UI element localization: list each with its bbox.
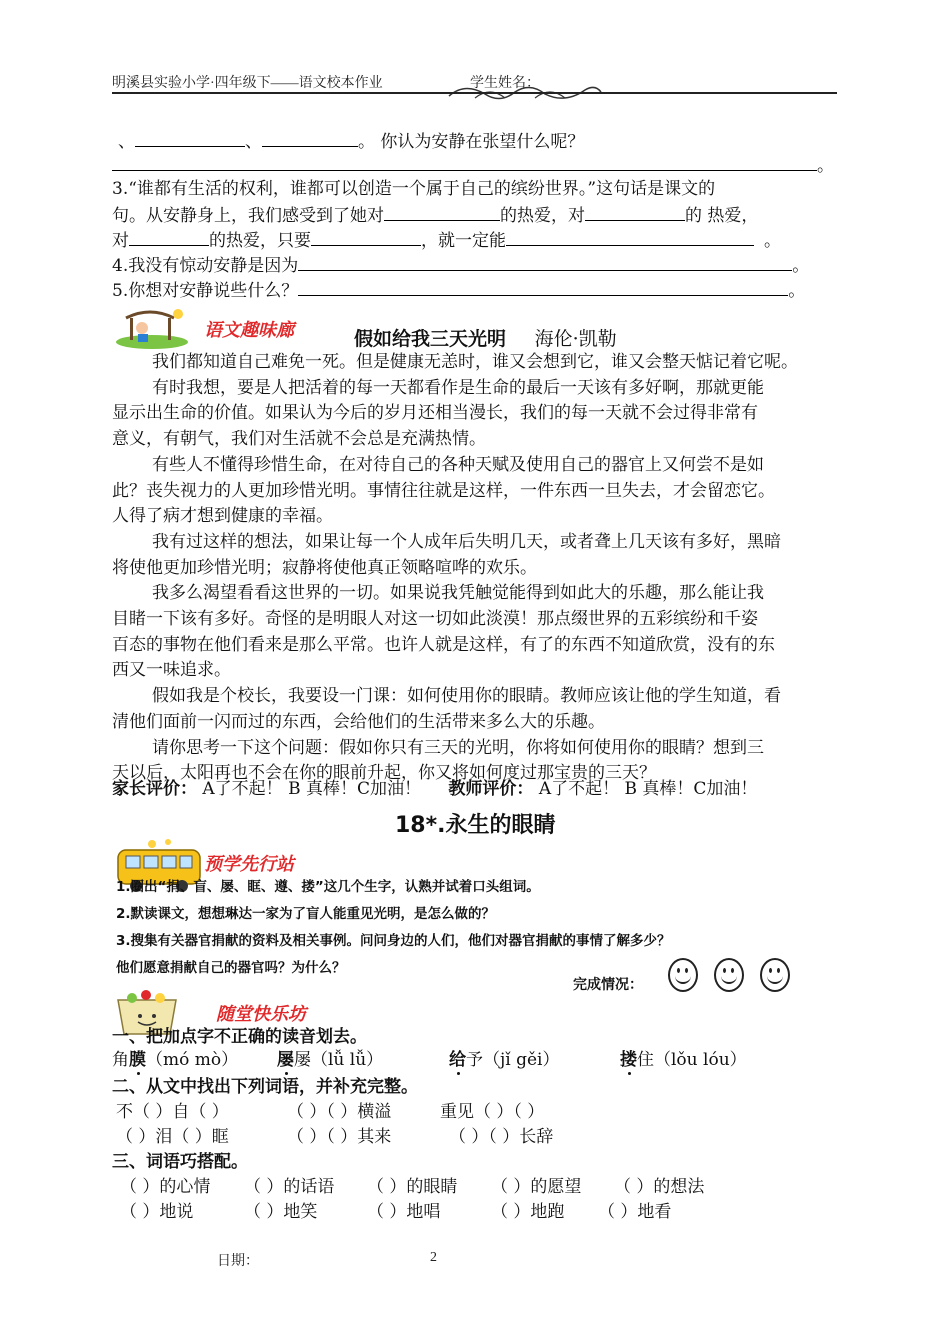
- reading-line: 清他们面前一闪而过的东西，会给他们的生活带来多么大的乐趣。: [112, 711, 605, 732]
- reading-line: 百态的事物在他们看来是那么平常。也许人就是这样，有了的东西不知道欣赏，没有的东: [112, 634, 775, 655]
- s1-item: 屡屡（lǚ lǚ）: [277, 1050, 384, 1070]
- s1-item: 角膜（mó mò）: [112, 1050, 239, 1070]
- reading-line: 目睹一下该有多好。奇怪的是明眼人对这一切如此淡漠！那点缀世界的五彩缤纷和千姿: [112, 609, 758, 630]
- s3-cell: （ ）地跑: [491, 1202, 565, 1222]
- reading-line: 我们都知道自己难免一死。但是健康无恙时，谁又会想到它，谁又会整天惦记着它呢。: [152, 352, 798, 372]
- q3-line3: 对 的热爱，只要 ，就一定能 。: [112, 227, 781, 254]
- s2-cell: （ ）泪（ ）眶: [116, 1127, 229, 1147]
- reading-title: 假如给我三天光明 海伦·凯勒: [354, 328, 617, 350]
- footer-date-label: 日期：: [217, 1254, 259, 1269]
- s1-item: 给予（jǐ gěi）: [449, 1050, 560, 1070]
- preview-item: 3.搜集有关器官捐献的资料及相关事例。问问身边的人们，他们对器官捐献的事情了解多少？: [116, 933, 671, 949]
- smiley-face-icon[interactable]: [668, 958, 698, 992]
- s3-cell: （ ）的眼睛: [367, 1177, 458, 1197]
- reading-line: 我多么渴望看看这世界的一切。如果说我凭触觉能得到如此大的乐趣，那么能让我: [152, 583, 764, 604]
- s3-cell: （ ）的想法: [614, 1177, 705, 1197]
- reading-line: 请你思考一下这个问题：假如你只有三天的光明，你将如何使用你的眼睛？想到三: [152, 737, 764, 758]
- section1-title: 一、把加点字不正确的读音划去。: [112, 1027, 367, 1047]
- parent-eval-label: 家长评价：: [112, 779, 197, 799]
- preview-item: 1.圈出“捐、盲、屡、眶、遵、搂”这几个生字，认熟并试着口头组词。: [116, 879, 540, 895]
- reading-line: 假如我是个校长，我要设一门课：如何使用你的眼睛。教师应该让他的学生知道，看: [152, 686, 781, 707]
- s3-cell: （ ）地唱: [367, 1202, 441, 1222]
- reading-line: 显示出生命的价值。如果认为今后的岁月还相当漫长，我们的每一天就不会过得非常有: [112, 403, 758, 424]
- smiley-face-icon[interactable]: [714, 958, 744, 992]
- s3-cell: （ ）的话语: [244, 1177, 335, 1197]
- teacher-eval-label: 教师评价：: [448, 779, 534, 799]
- reading-badge-label: 语文趣味廊: [204, 320, 294, 341]
- section2-title: 二、从文中找出下列词语，并补充完整。: [112, 1077, 418, 1097]
- s3-cell: （ ）的愿望: [491, 1177, 582, 1197]
- reading-line: 有些人不懂得珍惜生命，在对待自己的各种天赋及使用自己的器官上又何尝不是如: [152, 454, 764, 475]
- smiley-face-icon[interactable]: [760, 958, 790, 992]
- lesson-title: 18*.永生的眼睛: [395, 813, 556, 838]
- s3-cell: （ ）的心情: [120, 1177, 211, 1197]
- s3-cell: （ ）地看: [598, 1202, 672, 1222]
- s2-cell: 重见（ ）（ ）: [440, 1102, 545, 1122]
- q5-line: 5.你想对安静说些什么？ 。: [112, 277, 805, 304]
- s2-cell: （ ）（ ）横溢: [287, 1102, 392, 1122]
- reading-line: 意义，有朝气，我们对生活就不会总是充满热情。: [112, 429, 486, 450]
- reading-line: 此？丧失视力的人更加珍惜光明。事情往往就是这样，一件东西一旦失去，才会留恋它。: [112, 480, 775, 501]
- q-line2: 。: [112, 152, 834, 179]
- reading-line: 将使他更加珍惜光明；寂静将使他真正领略喧哗的欢乐。: [112, 557, 537, 578]
- s2-cell: （ ）（ ）其来: [287, 1127, 392, 1147]
- s2-cell: （ ）（ ）长辞: [449, 1127, 554, 1147]
- practice-badge-label: 随堂快乐坊: [216, 1004, 306, 1025]
- teacher-eval-options: A了不起！ B 真棒！C加油！: [538, 779, 758, 799]
- q-line1: 、 、 。 你认为安静在张望什么呢？: [118, 128, 584, 155]
- parent-eval-options: A了不起！ B 真棒！C加油！: [202, 779, 421, 799]
- header-right: 学生姓名：: [470, 76, 540, 91]
- q4-line: 4.我没有惊动安静是因为 。: [112, 252, 809, 279]
- reading-line: 有时我想，要是人把活着的每一天都看作是生命的最后一天该有多好啊，那就更能: [152, 377, 764, 398]
- reading-line: 人得了病才想到健康的幸福。: [112, 506, 333, 527]
- preview-item: 2.默读课文，想想琳达一家为了盲人能重见光明，是怎么做的？: [116, 906, 496, 922]
- reading-badge-icon: [112, 306, 192, 350]
- s1-item: 搂住（lǒu lóu）: [620, 1050, 747, 1070]
- reading-line: 我有过这样的想法，如果让每一个人成年后失明几天，或者聋上几天该有多好，黑暗: [152, 531, 781, 552]
- preview-list: [116, 874, 671, 982]
- reading-body: [112, 350, 842, 787]
- preview-badge-label: 预学先行站: [204, 854, 294, 875]
- reading-line: 天以后，太阳再也不会在你的眼前升起，你又将如何度过那宝贵的三天？: [112, 763, 656, 784]
- q3-line2: 句。从安静身上，我们感受到了她对 的热爱，对 的 热爱，: [112, 202, 758, 229]
- evaluation-row: [112, 774, 757, 799]
- s3-cell: （ ）地说: [120, 1202, 194, 1222]
- section3-title: 三、词语巧搭配。: [112, 1152, 248, 1172]
- page-number: 2: [430, 1250, 437, 1265]
- preview-item: 他们愿意捐献自己的器官吗？为什么？: [116, 960, 346, 976]
- reading-line: 西又一味追求。: [112, 660, 231, 681]
- header-rule: [112, 92, 837, 94]
- completion-label: 完成情况：: [573, 977, 643, 993]
- q3-line1: 3.“谁都有生活的权利，谁都可以创造一个属于自己的缤纷世界。”这句话是课文的: [112, 179, 716, 199]
- s2-cell: 不（ ）自（ ）: [116, 1102, 229, 1122]
- header-left: 明溪县实验小学·四年级下——语文校本作业: [112, 76, 383, 91]
- s3-cell: （ ）地笑: [244, 1202, 318, 1222]
